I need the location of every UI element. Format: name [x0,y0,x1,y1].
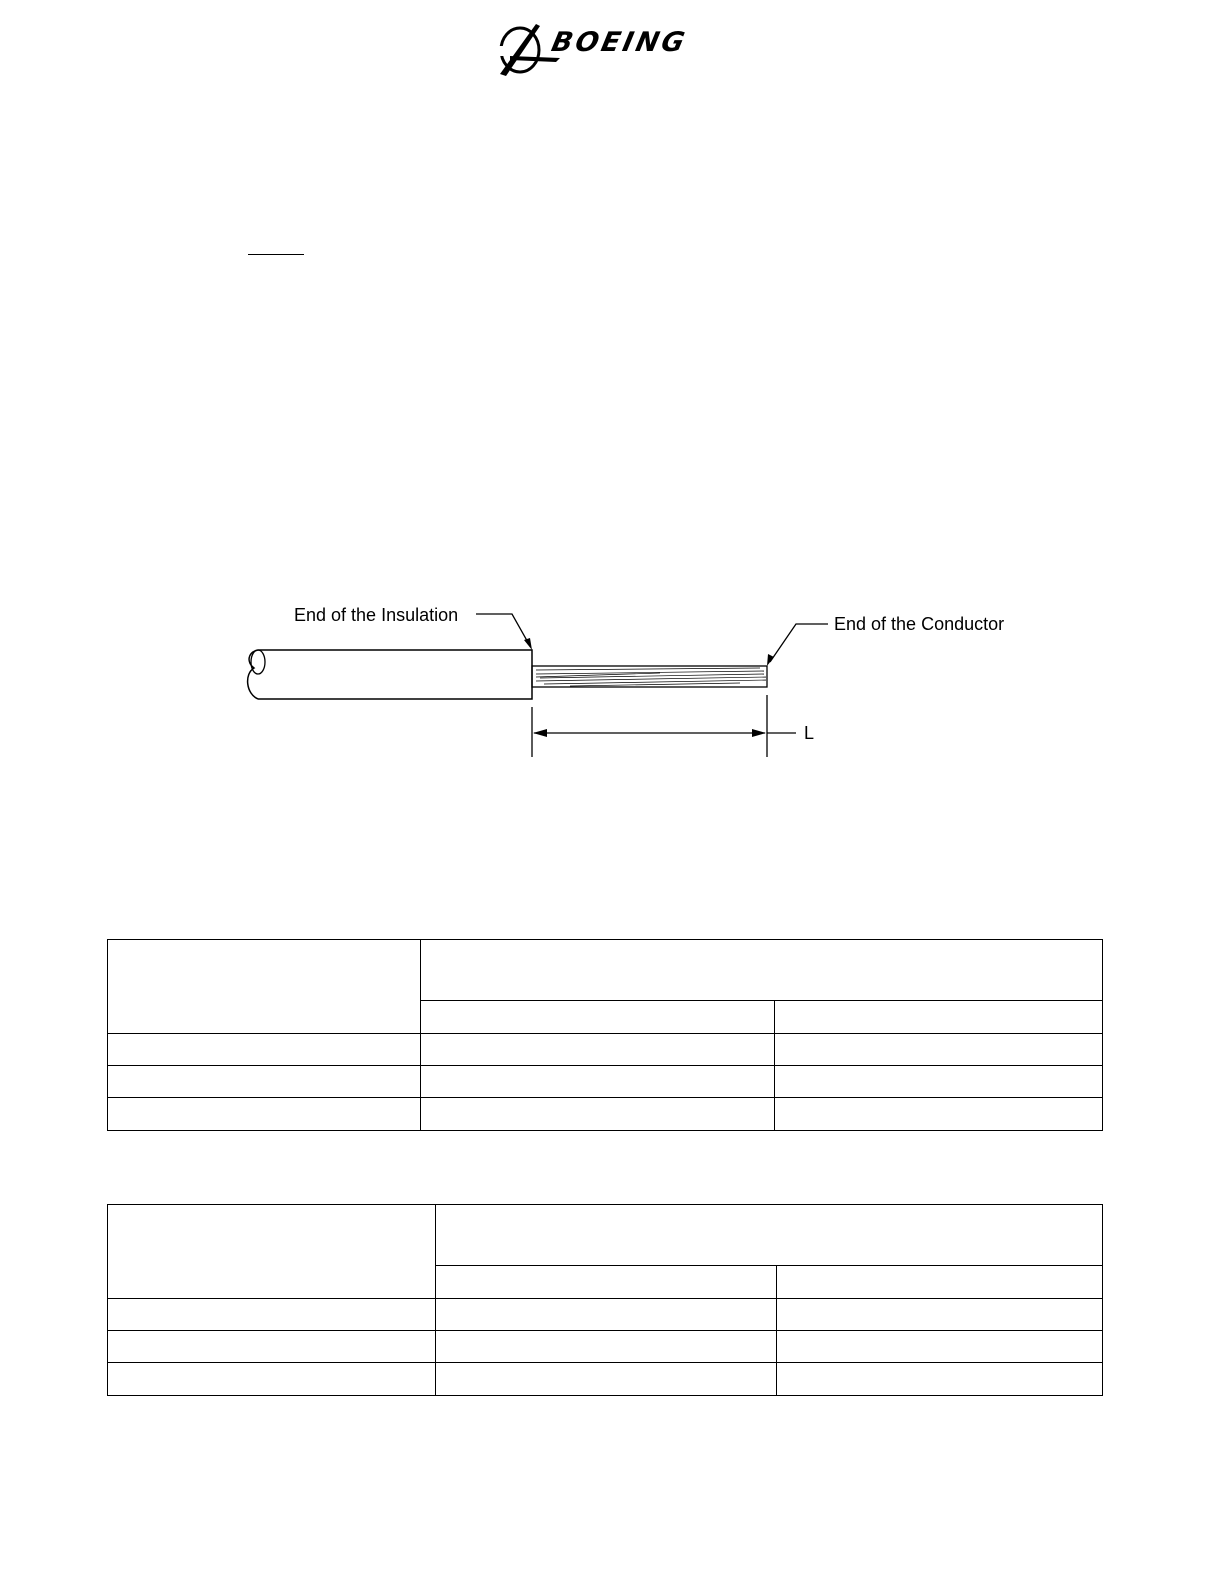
boeing-logo [496,20,728,78]
table-row [108,1363,1103,1396]
table2-header-cell-a [108,1205,436,1299]
table1-subheader-cell-1 [421,1001,775,1034]
label-length: L [804,723,815,743]
strip-length-table-1 [107,939,1103,1131]
wire-break-ellipse [251,650,265,674]
table-row [108,1331,1103,1363]
table-row [108,1034,1103,1066]
insulation-leader [476,614,530,646]
table-row [108,1098,1103,1131]
boeing-logo-wordmark: BOEING [548,27,691,58]
label-end-of-insulation: End of the Insulation [294,605,459,625]
table1-subheader-cell-2 [775,1001,1103,1034]
wire-break-end [248,650,258,699]
strip-length-table-2 [107,1204,1103,1396]
dimension-arrow-left [533,729,547,737]
wire-strip-figure [240,590,1040,775]
wire-insulation [258,650,532,699]
label-end-of-conductor: End of the Conductor [834,614,1005,634]
conductor-strands [536,668,766,686]
table2-subheader-cell-1 [436,1266,777,1299]
table-row [108,1299,1103,1331]
table1-header-cell-b [421,940,1103,1001]
conductor-arrowhead [767,654,774,666]
dimension-arrow-right [752,729,766,737]
table1-header-cell-a [108,940,421,1034]
table2-header-cell-b [436,1205,1103,1266]
table-row [108,1066,1103,1098]
underline-rule [248,254,304,255]
table2-subheader-cell-2 [777,1266,1103,1299]
insulation-arrowhead [524,638,532,650]
conductor-leader [770,624,828,662]
